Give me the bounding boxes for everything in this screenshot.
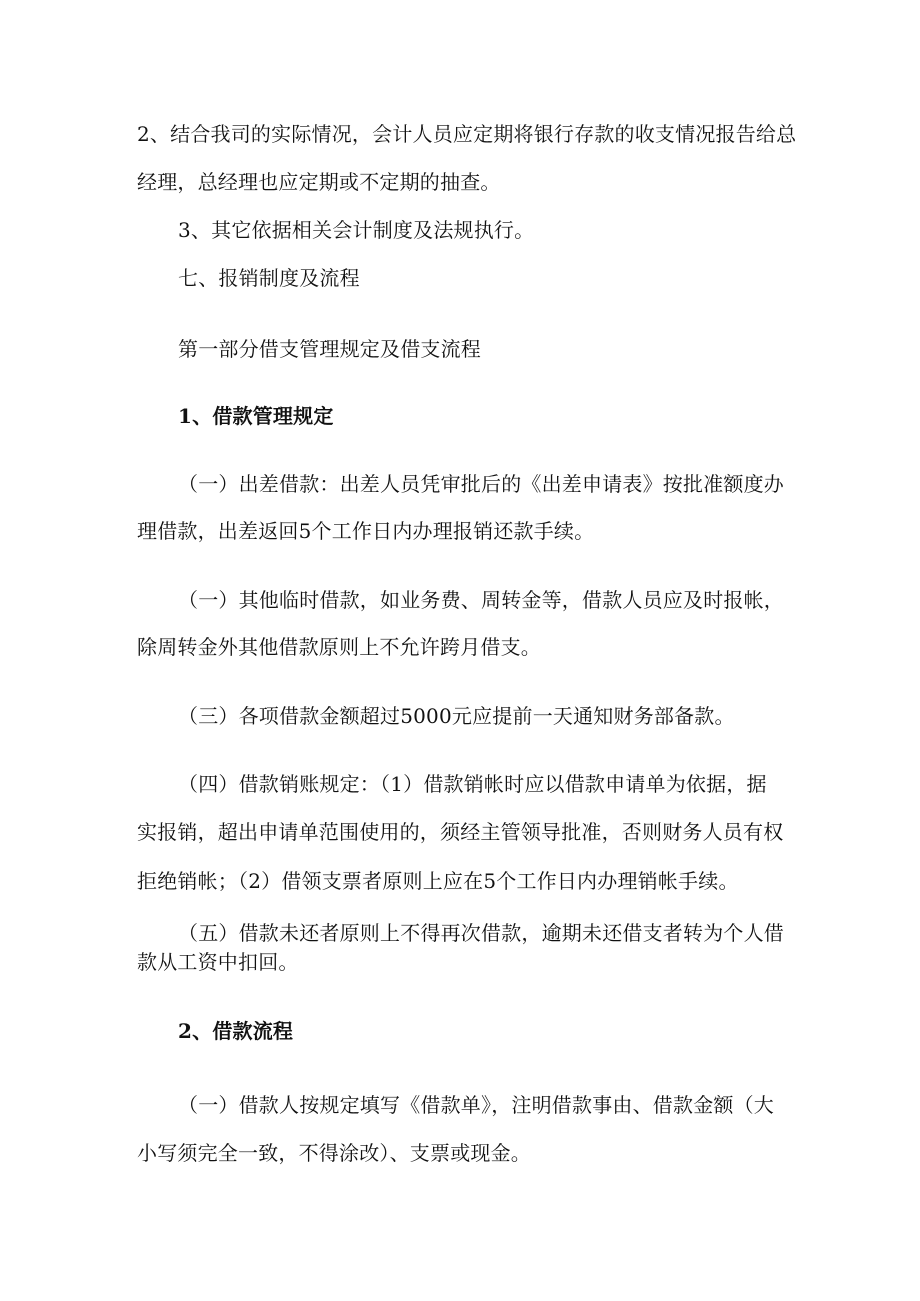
paragraph-line: （一）出差借款：出差人员凭审批后的《出差申请表》按批准额度办 <box>178 472 784 496</box>
paragraph-line: 理借款，出差返回5个工作日内办理报销还款手续。 <box>137 519 595 543</box>
subsection-heading: 2、借款流程 <box>178 1019 294 1043</box>
subsection-heading: 1、借款管理规定 <box>178 404 334 428</box>
paragraph-line: 3、其它依据相关会计制度及法规执行。 <box>178 218 535 242</box>
paragraph-line: 款从工资中扣回。 <box>137 950 299 974</box>
paragraph-line: 拒绝销帐；（2）借领支票者原则上应在5个工作日内办理销帐手续。 <box>137 869 739 893</box>
paragraph-line: （一）借款人按规定填写《借款单》，注明借款事由、借款金额（大 <box>178 1093 774 1117</box>
paragraph-line: 经理，总经理也应定期或不定期的抽查。 <box>137 170 501 194</box>
paragraph-line: 2、结合我司的实际情况，会计人员应定期将银行存款的收支情况报告给总 <box>137 122 797 146</box>
part-heading: 第一部分借支管理规定及借支流程 <box>178 337 481 361</box>
paragraph-line: （五）借款未还者原则上不得再次借款，逾期未还借支者转为个人借 <box>178 921 784 945</box>
paragraph-line: 实报销，超出申请单范围使用的，须经主管领导批准，否则财务人员有权 <box>137 820 784 844</box>
paragraph-line: （三）各项借款金额超过5000元应提前一天通知财务部备款。 <box>178 704 735 728</box>
paragraph-line: 小写须完全一致，不得涂改）、支票或现金。 <box>137 1141 531 1165</box>
paragraph-line: （一）其他临时借款，如业务费、周转金等，借款人员应及时报帐， <box>178 588 784 612</box>
section-heading: 七、报销制度及流程 <box>178 266 360 290</box>
paragraph-line: （四）借款销账规定：（1）借款销帐时应以借款申请单为依据，据 <box>178 772 767 796</box>
paragraph-line: 除周转金外其他借款原则上不允许跨月借支。 <box>137 635 541 659</box>
